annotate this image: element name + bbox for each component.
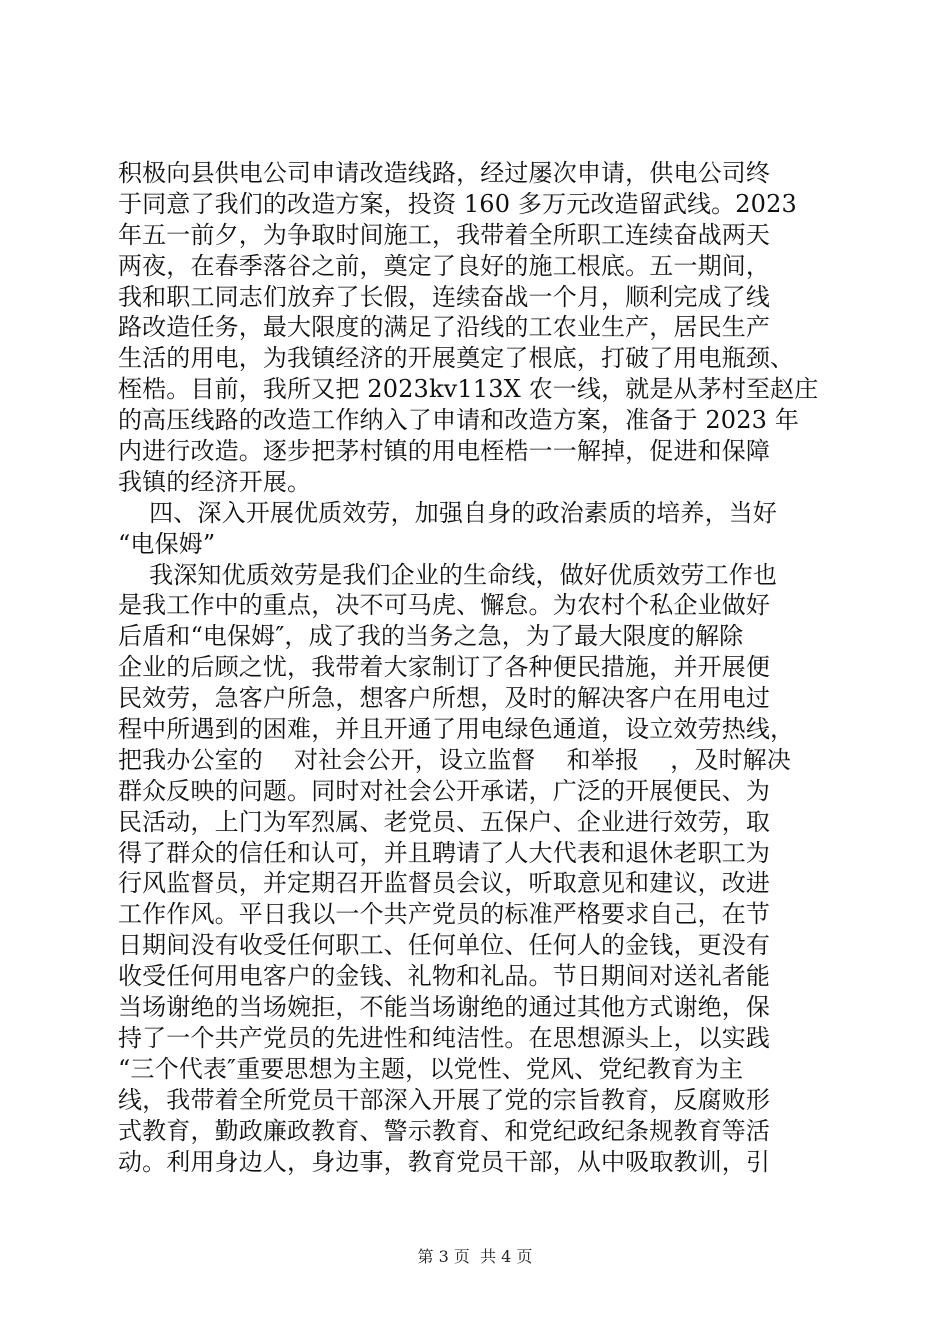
text-line: 工作作风。平日我以一个共产党员的标准严格要求自己，在节	[118, 900, 771, 929]
section-heading-line: 四、深入开展优质效劳，加强自身的政治素质的培养，当好	[118, 498, 778, 527]
text-line: 于同意了我们的改造方案，投资 160 多万元改造留武线。2023	[118, 189, 797, 218]
text-line: 积极向县供电公司申请改造线路，经过屡次申请，供电公司终	[118, 159, 771, 187]
text-line: 桎梏。目前，我所又把 2023kv113X 农一线，就是从茅村至赵庄	[118, 375, 819, 404]
text-line: 线，我带着全所党员干部深入开展了党的宗旨教育，反腐败形	[118, 1085, 771, 1114]
text-line: 动。利用身边人，身边事，教育党员干部，从中吸取教训，引	[118, 1147, 771, 1176]
text-line: 两夜，在春季落谷之前，奠定了良好的施工根底。五一期间，	[118, 251, 771, 280]
text-line: 年五一前夕，为争取时间施工，我带着全所职工连续奋战两天	[118, 220, 771, 249]
page-number-footer: 第 3 页 共 4 页	[417, 1247, 533, 1266]
text-line: 群众反映的问题。同时对社会公开承诺，广泛的开展便民、为	[118, 776, 771, 805]
text-line: 我和职工同志们放弃了长假，连续奋战一个月，顺利完成了线	[118, 282, 771, 311]
text-line: 程中所遇到的困难，并且开通了用电绿色通道，设立效劳热线，	[118, 715, 795, 744]
text-line: 行风监督员，并定期召开监督员会议，听取意见和建议，改进	[118, 869, 771, 898]
text-line: 内进行改造。逐步把茅村镇的用电桎梏一一解掉，促进和保障	[118, 437, 771, 466]
text-line: 我镇的经济开展。	[118, 467, 312, 496]
text-line: “三个代表″重要思想为主题，以党性、党风、党纪教育为主	[118, 1054, 744, 1083]
text-line: 民活动，上门为军烈属、老党员、五保户、企业进行效劳，取	[118, 807, 771, 836]
text-line: 路改造任务，最大限度的满足了沿线的工农业生产，居民生产	[118, 313, 771, 342]
body-text	[118, 158, 838, 1177]
text-line: 我深知优质效劳是我们企业的生命线，做好优质效劳工作也	[118, 560, 778, 589]
text-line: 日期间没有收受任何职工、任何单位、任何人的金钱，更没有	[118, 931, 771, 960]
text-line: 的高压线路的改造工作纳入了申请和改造方案，准备于 2023 年	[118, 406, 799, 435]
text-line: 持了一个共产党员的先进性和纯洁性。在思想源头上，以实践	[118, 1023, 771, 1052]
text-line: 当场谢绝的当场婉拒，不能当场谢绝的通过其他方式谢绝，保	[118, 993, 771, 1022]
text-line: 是我工作中的重点，决不可马虎、懈怠。为农村个私企业做好	[118, 591, 771, 620]
section-heading-line: “电保姆”	[118, 529, 216, 558]
text-line: 收受任何用电客户的金钱、礼物和礼品。节日期间对送礼者能	[118, 962, 771, 991]
text-line: 企业的后顾之忧，我带着大家制订了各种便民措施，并开展便	[118, 653, 771, 682]
text-line: 民效劳，急客户所急，想客户所想，及时的解决客户在用电过	[118, 684, 771, 713]
text-line: 后盾和“电保姆″，成了我的当务之急，为了最大限度的解除	[118, 622, 744, 651]
text-line: 式教育，勤政廉政教育、警示教育、和党纪政纪条规教育等活	[118, 1116, 771, 1145]
text-line: 得了群众的信任和认可，并且聘请了人大代表和退休老职工为	[118, 838, 771, 867]
text-line: 生活的用电，为我镇经济的开展奠定了根底，打破了用电瓶颈、	[118, 344, 795, 373]
text-line: 把我办公室的 对社会公开，设立监督 和举报 ，及时解决	[118, 745, 791, 774]
